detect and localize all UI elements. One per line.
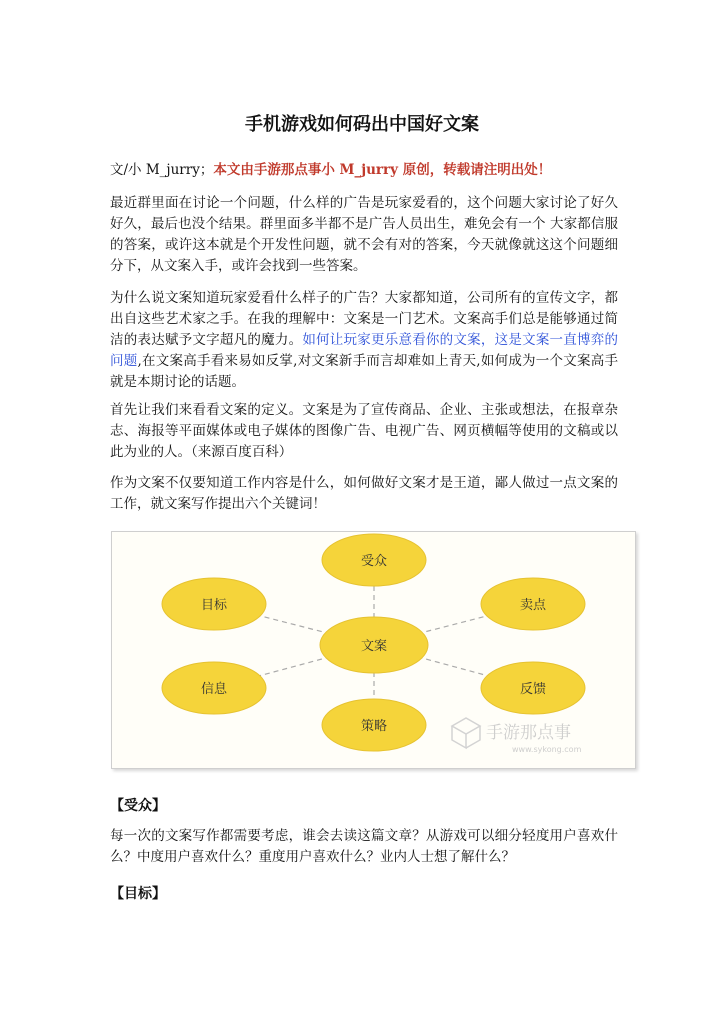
- node-feedback: [481, 662, 585, 714]
- node-label-strategy: 策略: [360, 719, 388, 734]
- node-label-center: 文案: [360, 639, 388, 654]
- paragraph-why-copywriting: [110, 288, 618, 393]
- node-label-information: 信息: [200, 682, 228, 697]
- paragraph-intro: 最近群里面在讨论一个问题，什么样的广告是玩家爱看的，这个问题大家讨论了好久好久，最后也没个结果。群里面多半都不是广告人员出生，难免会有一个 大家都信服的答案，或许这本就是个开发性问题，就不会有对的答案，今天就像就这这个问题细分下，从文案入手，或许会找到一些答案。: [110, 195, 618, 274]
- watermark: [452, 718, 582, 754]
- byline-author: 文/小 M_jurry；: [110, 162, 214, 178]
- paragraph-audience: 每一次的文案写作都需要考虑，谁会去读这篇文章？从游戏可以细分轻度用户喜欢什么？中度用户喜欢什么？重度用户喜欢什么？业内人士想了解什么？: [110, 828, 618, 865]
- section-heading-goal: 【目标】: [110, 886, 166, 902]
- watermark-cube-icon: [452, 718, 480, 748]
- node-audience: [322, 534, 426, 586]
- node-strategy: [322, 699, 426, 751]
- watermark-text: 手游那点事: [486, 723, 571, 743]
- highlighted-text: 如何让玩家更乐意看你的文案，这是文案一直博弈的问题: [110, 332, 619, 369]
- byline: [110, 160, 618, 181]
- node-selling-point: [481, 578, 585, 630]
- node-information: [162, 662, 266, 714]
- node-label-feedback: 反馈: [519, 682, 547, 697]
- node-goal: [162, 578, 266, 630]
- copyright-notice: 本文由手游那点事小 M_jurry 原创，转载请注明出处！: [213, 162, 552, 178]
- paragraph-text: 为什么说文案知道玩家爱看什么样子的广告？大家都知道，公司所有的宣传文字，都出自这些艺术家之手。在我的理解中：文案是一门艺术。文案高手们总是能够通过简洁的表达赋予文字超凡的魔力。: [110, 290, 618, 348]
- node-label-selling-point: 卖点: [519, 598, 547, 613]
- keyword-diagram: [111, 531, 636, 769]
- node-label-audience: 受众: [360, 554, 388, 569]
- node-label-goal: 目标: [200, 598, 228, 613]
- paragraph-keywords-intro: 作为文案不仅要知道工作内容是什么，如何做好文案才是王道，鄙人做过一点文案的工作，就文案写作提出六个关键词！: [110, 475, 618, 512]
- node-center: [320, 617, 428, 673]
- paragraph-text: ,在文案高手看来易如反掌,对文案新手而言却难如上青天,如何成为一个文案高手就是本期讨论的话题。: [110, 353, 619, 390]
- section-heading-audience: 【受众】: [110, 798, 166, 814]
- paragraph-definition: 首先让我们来看看文案的定义。文案是为了宣传商品、企业、主张或想法，在报章杂志、海报等平面媒体或电子媒体的图像广告、电视广告、网页横幅等使用的文稿或以此为业的人。（来源百度百科）: [110, 402, 618, 460]
- document-title: 手机游戏如何码出中国好文案: [245, 114, 479, 135]
- watermark-url: www.sykong.com: [512, 745, 582, 754]
